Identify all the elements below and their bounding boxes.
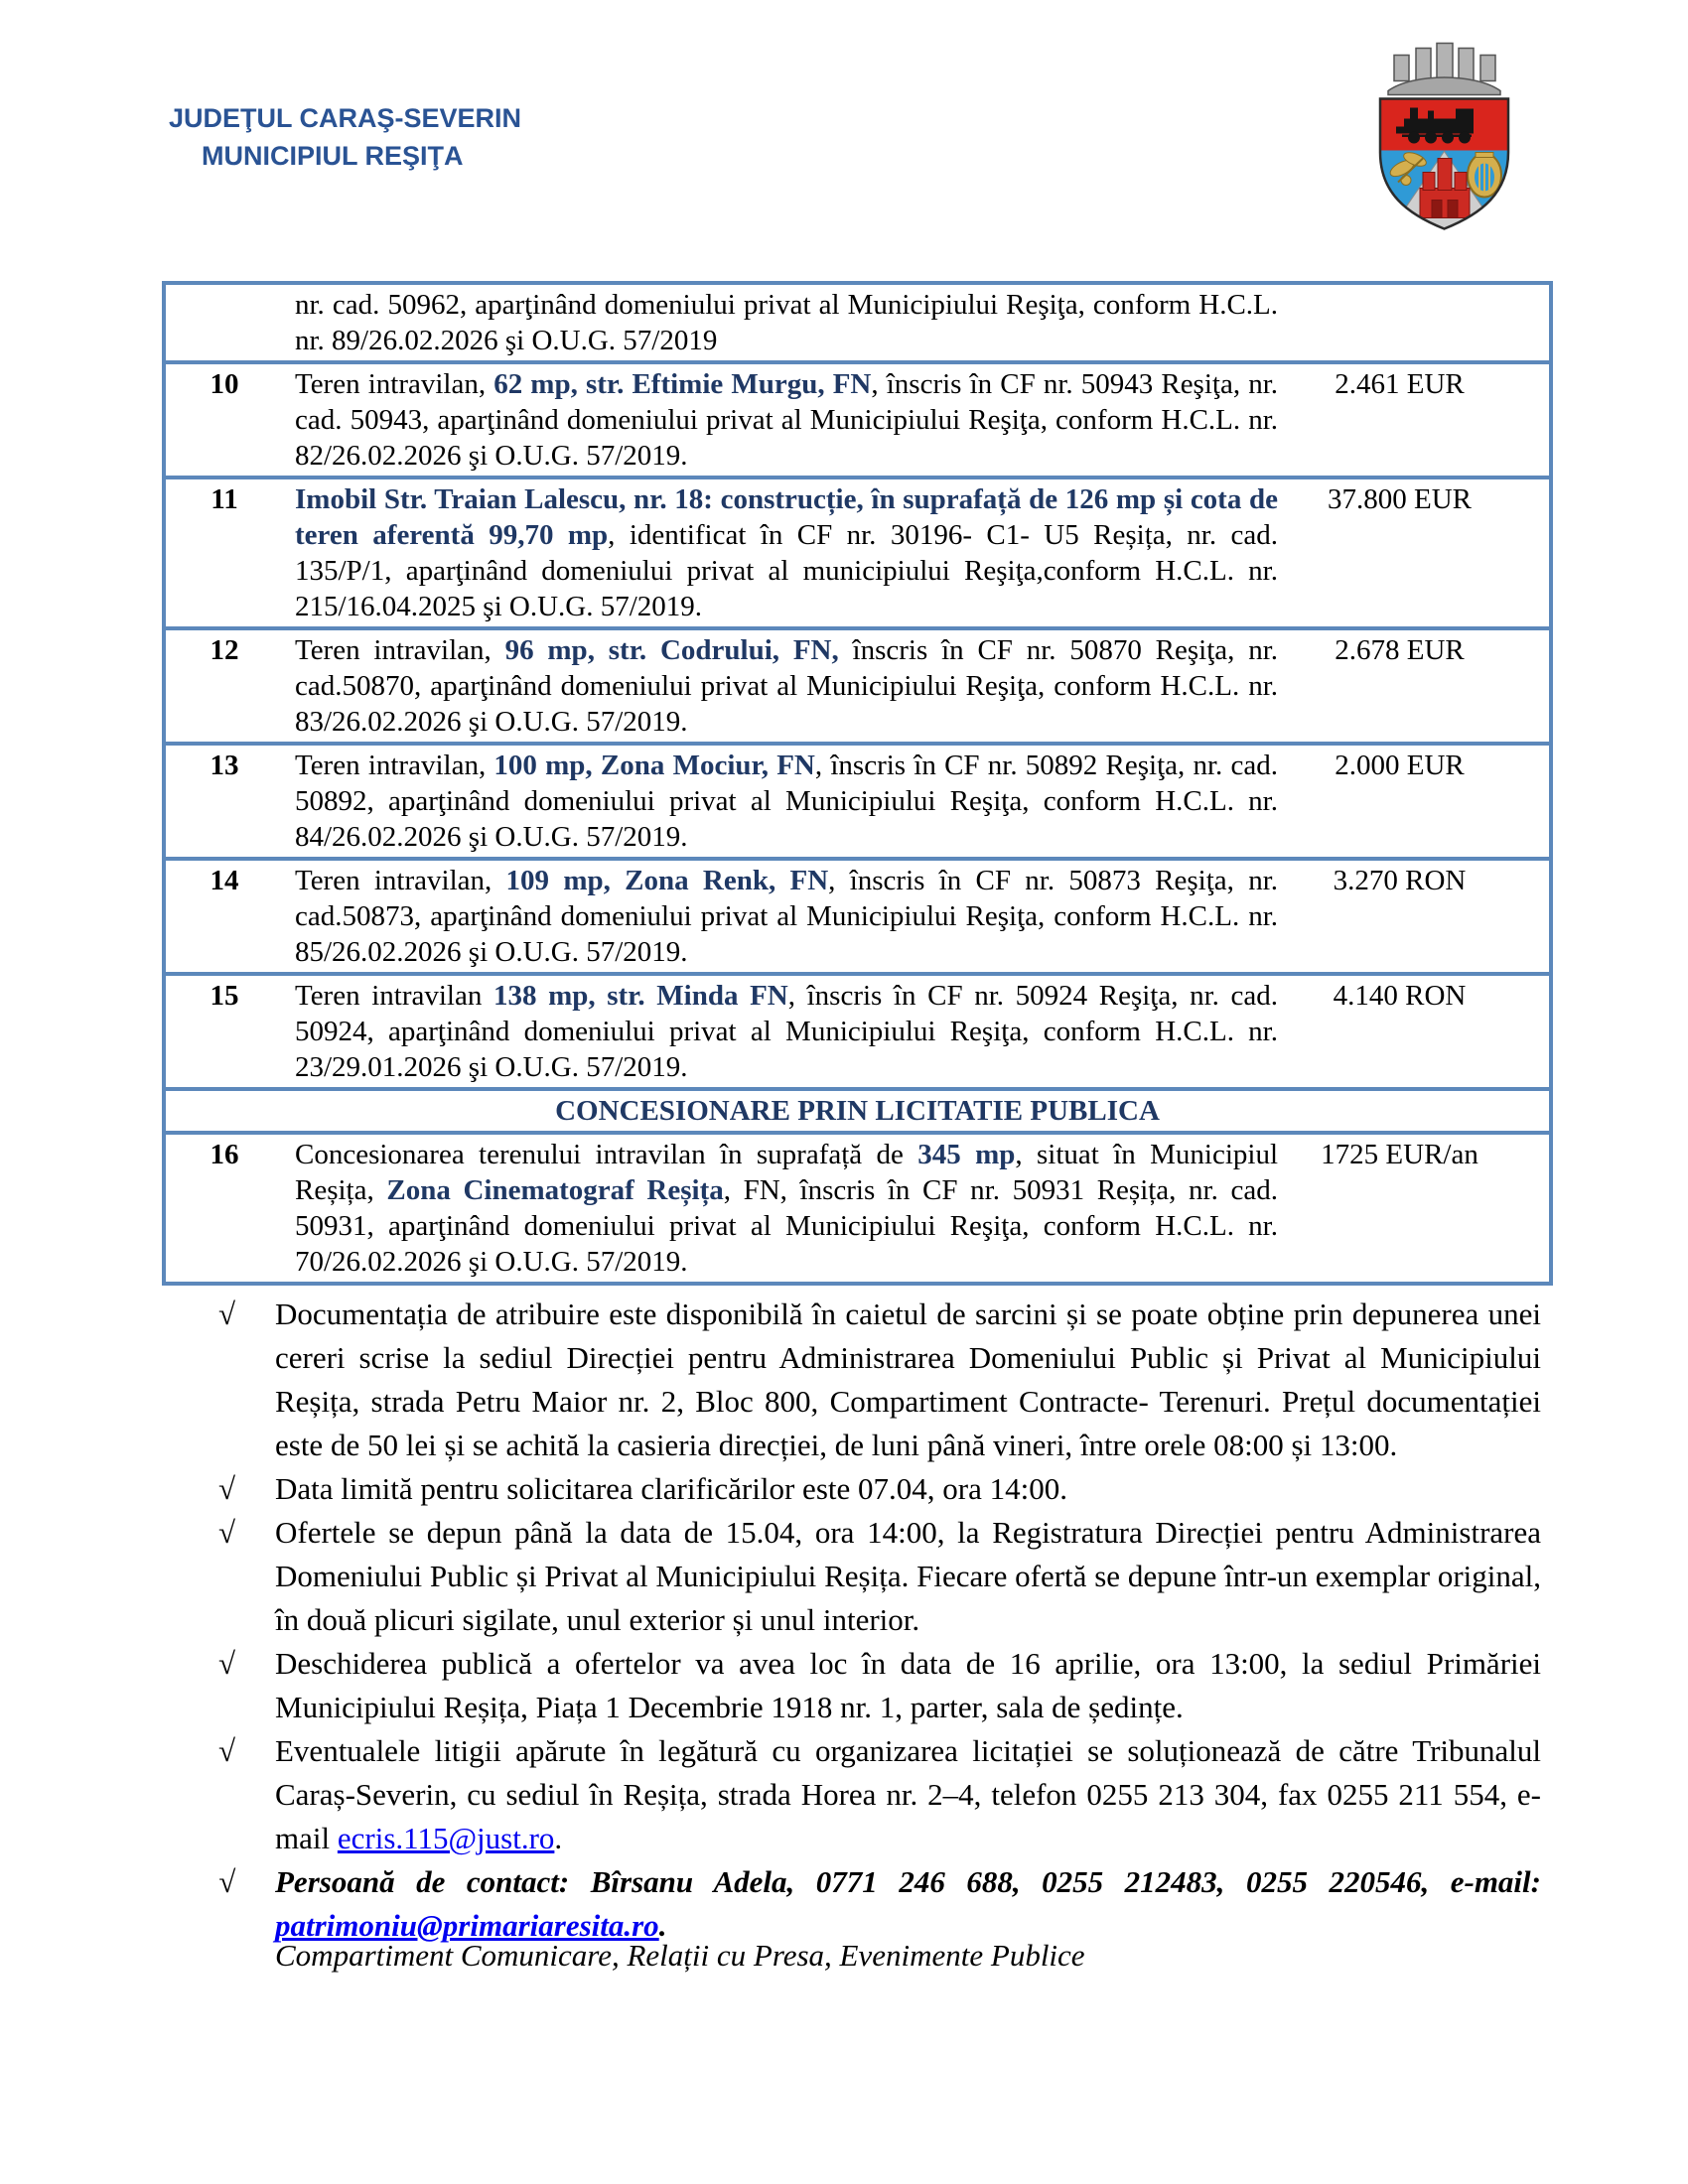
text-segment: Teren intravilan, (295, 368, 494, 400)
row-price: 37.800 EUR (1288, 478, 1551, 628)
row-price: 2.461 EUR (1288, 362, 1551, 478)
municipality-name: MUNICIPIUL REŞIŢA (202, 141, 464, 171)
row-number: 15 (164, 974, 283, 1089)
mural-crown-icon (1388, 44, 1500, 95)
text-segment: Teren intravilan, (295, 865, 506, 896)
table-row (164, 628, 1551, 744)
row-number (164, 283, 283, 362)
text-segment: Imobil Str. Traian Lalescu, nr. 18: construcție, în suprafață de 126 mp și cota de teren aferentă 99,70 mp (295, 483, 1278, 551)
text-segment: 345 mp (917, 1139, 1016, 1170)
text-segment: Zona Cinematograf Reșița (386, 1174, 724, 1206)
table-row (164, 478, 1551, 628)
text-segment: înscris în CF nr. 50870 Reşiţa, nr. cad.50870, aparţinând domeniului privat al Municipiului Reşiţa, conform H.C.L. nr. 83/26.02.2026 şi O.U.G. 57/2019. (295, 634, 1279, 738)
row-description (283, 974, 1288, 1089)
text-segment: , situat în Municipiul Reșița, (295, 1139, 1278, 1206)
bullet-item (218, 1467, 1541, 1511)
lyre-icon (1468, 153, 1501, 198)
row-price: 4.140 RON (1288, 974, 1551, 1089)
text-segment: Documentația de atribuire este disponibilă în caietul de sarcini și se poate obține prin depunerea unei cereri scrise la sediul Direcției pentru Administrarea Domeniului Public și Privat al Municipiului Reșița, strada Petru Maior nr. 2, Bloc 800, Compartiment Contracte- Terenuri. Prețul documentației este de 50 lei și se achită la casieria direcției, de luni până vineri, între orele 08:00 și 13:00. (275, 1297, 1541, 1462)
county-name: JUDEŢUL CARAŞ-SEVERIN (169, 103, 522, 133)
text-segment: Teren intravilan, (295, 750, 494, 781)
row-number: 11 (164, 478, 283, 628)
text-segment: 109 mp, Zona Renk, FN (505, 865, 829, 896)
text-segment: , înscris în CF nr. 50873 Reşiţa, nr. cad.50873, aparţinând domeniului privat al Municipiului Reşiţa, conform H.C.L. nr. 85/26.02.2026 şi O.U.G. 57/2019. (295, 865, 1279, 968)
footer-department: Compartiment Comunicare, Relații cu Presa, Evenimente Publice (275, 1938, 1085, 1973)
text-segment: , FN, înscris în CF nr. 50931 Reșița, nr. cad. 50931, aparţinând domeniului privat al Municipiului Reşiţa, conform H.C.L. nr. 70/26.02.2026 şi O.U.G. 57/2019. (295, 1174, 1278, 1278)
text-segment: , înscris în CF nr. 50924 Reşiţa, nr. cad. 50924, aparţinând domeniului privat al Municipiului Reşiţa, conform H.C.L. nr. 23/29.01.2026 şi O.U.G. 57/2019. (295, 980, 1279, 1083)
row-number: 10 (164, 362, 283, 478)
text-segment: 62 mp, str. Eftimie Murgu, FN (493, 368, 872, 400)
bullet-text (275, 1864, 1541, 1943)
table-row (164, 362, 1551, 478)
row-price (1288, 283, 1551, 362)
table-row (164, 744, 1551, 859)
text-segment: Teren intravilan, (295, 634, 505, 666)
row-description (283, 1133, 1288, 1284)
text-segment: Deschiderea publică a ofertelor va avea loc în data de 16 aprilie, ora 13:00, la sediul Primăriei Municipiului Reșița, Piața 1 Decembrie 1918 nr. 1, parter, sala de ședințe. (275, 1646, 1541, 1724)
text-segment: . (658, 1908, 667, 1943)
table-row (164, 1133, 1551, 1284)
text-segment: Teren intravilan (295, 980, 493, 1012)
row-description (283, 478, 1288, 628)
row-description (283, 859, 1288, 974)
check-marker-icon: √ (218, 1297, 236, 1331)
text-segment: 138 mp, str. Minda FN (492, 980, 788, 1012)
check-marker-icon: √ (218, 1471, 236, 1506)
bullet-item (218, 1642, 1541, 1729)
text-segment: 100 mp, Zona Mociur, FN (493, 750, 815, 781)
text-segment: Concesionarea terenului intravilan în suprafață de (295, 1139, 918, 1170)
row-number: 16 (164, 1133, 283, 1284)
bullet-text (275, 1733, 1541, 1855)
table-row (164, 283, 1551, 362)
text-segment: Eventualele litigii apărute în legătură cu organizarea licitației se soluționează de către Tribunalul Caraș-Severin, cu sediul în Reșița, strada Horea nr. 2–4, telefon 0255 213 304, fax 0255 211 554, e-mail (275, 1733, 1541, 1855)
bullet-text (275, 1471, 1067, 1506)
row-description (283, 283, 1288, 362)
text-segment: Persoană de contact: Bîrsanu Adela, 0771 246 688, 0255 212483, 0255 220546, e-mail: (275, 1864, 1541, 1899)
announcement-table-body (164, 283, 1551, 1284)
text-segment: nr. cad. 50962, aparţinând domeniului privat al Municipiului Reşiţa, conform H.C.L. nr. 89/26.02.2026 şi O.U.G. 57/2019 (295, 289, 1278, 356)
auction-table-wrap (162, 281, 1549, 1286)
bullet-item (218, 1860, 1541, 1948)
text-segment: 96 mp, str. Codrului, FN, (504, 634, 839, 666)
bullet-item (218, 1293, 1541, 1467)
org-header (169, 99, 521, 175)
check-marker-icon: √ (218, 1733, 236, 1768)
row-description (283, 744, 1288, 859)
check-marker-icon: √ (218, 1515, 236, 1550)
bullet-text (275, 1646, 1541, 1724)
text-segment: , înscris în CF nr. 50943 Reşiţa, nr. cad. 50943, aparţinând domeniului privat al Municipiului Reşiţa, conform H.C.L. nr. 82/26.02.2026 şi O.U.G. 57/2019. (295, 368, 1278, 472)
coat-of-arms-icon (1368, 30, 1520, 236)
text-segment: , înscris în CF nr. 50892 Reşiţa, nr. cad. 50892, aparţinând domeniului privat al Municipiului Reşiţa, conform H.C.L. nr. 84/26.02.2026 şi O.U.G. 57/2019. (295, 750, 1278, 853)
row-number: 12 (164, 628, 283, 744)
table-row (164, 859, 1551, 974)
check-marker-icon: √ (218, 1646, 236, 1681)
row-description (283, 362, 1288, 478)
row-price: 2.000 EUR (1288, 744, 1551, 859)
bullet-text (275, 1297, 1541, 1462)
row-price: 3.270 RON (1288, 859, 1551, 974)
bullet-text (275, 1515, 1541, 1637)
text-segment: Data limită pentru solicitarea clarificărilor este 07.04, ora 14:00. (275, 1471, 1067, 1506)
bullet-item (218, 1511, 1541, 1642)
row-price: 1725 EUR/an (1288, 1133, 1551, 1284)
announcement-table (162, 281, 1553, 1286)
bullet-list (218, 1293, 1541, 1948)
text-segment: , identificat în CF nr. 30196- C1- U5 Reșița, nr. cad. 135/P/1, aparţinând domeniului privat al municipiului Reşiţa,conform H.C.L. nr. 215/16.04.2025 şi O.U.G. 57/2019. (295, 519, 1279, 622)
section-header-row (164, 1089, 1551, 1133)
text-segment: Ofertele se depun până la data de 15.04, ora 14:00, la Registratura Direcției pentru Administrarea Domeniului Public și Privat al Municipiului Reșița. Fiecare ofertă se depune într-un exemplar original, în două plicuri sigilate, unul exterior și unul interior. (275, 1515, 1541, 1637)
row-description (283, 628, 1288, 744)
email-link[interactable]: patrimoniu@primariaresita.ro (275, 1908, 659, 1943)
check-marker-icon: √ (218, 1864, 236, 1899)
section-header-label: CONCESIONARE PRIN LICITATIE PUBLICA (164, 1089, 1551, 1133)
row-price: 2.678 EUR (1288, 628, 1551, 744)
table-row (164, 974, 1551, 1089)
row-number: 13 (164, 744, 283, 859)
text-segment: . (554, 1821, 563, 1855)
row-number: 14 (164, 859, 283, 974)
email-link[interactable]: ecris.115@just.ro (337, 1821, 555, 1855)
bullet-item (218, 1729, 1541, 1860)
